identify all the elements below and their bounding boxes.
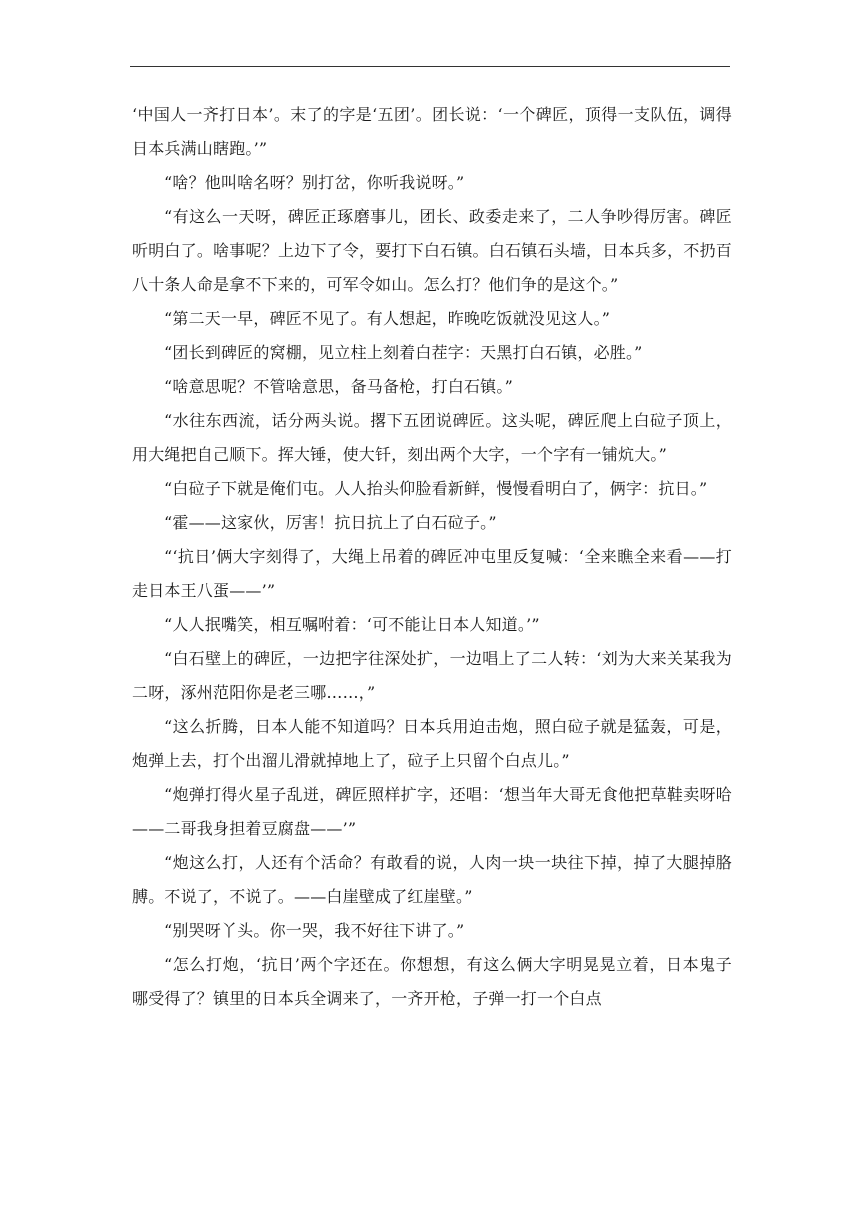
paragraph: “霍——这家伙，厉害！抗日抗上了白石砬子。”	[164, 513, 497, 532]
header-rule	[130, 66, 730, 67]
paragraph: “有这么一天呀，碑匠正琢磨事儿，团长、政委走来了，二人争吵得厉害。碑匠听明白了。啥事呢？上边下了令，要打下白石镇。白石镇石头墙，日本兵多，不扔百八十条人命是拿不下来的，可军令如山。怎么打？他们争的是这个。”	[132, 207, 732, 294]
paragraph: “‘抗日’俩大字刻得了，大绳上吊着的碑匠冲屯里反复喊：‘全来瞧全来看——打走日本王八蛋——’”	[132, 547, 732, 600]
paragraph: “白石壁上的碑匠，一边把字往深处扩，一边唱上了二人转：‘刘为大来关某我为二呀，涿州范阳你是老三哪……，”	[132, 649, 732, 702]
document-body	[132, 98, 732, 1016]
paragraph: “别哭呀丫头。你一哭，我不好往下讲了。”	[164, 921, 465, 940]
paragraph: “炮弹打得火星子乱迸，碑匠照样扩字，还唱：‘想当年大哥无食他把草鞋卖呀哈——二哥我身担着豆腐盘——’”	[132, 785, 732, 838]
paragraph: “团长到碑匠的窝棚，见立柱上刻着白茬字：天黑打白石镇，必胜。”	[164, 343, 643, 362]
paragraph: “啥？他叫啥名呀？别打岔，你听我说呀。”	[164, 173, 465, 192]
paragraph: “啥意思呢？不管啥意思，备马备枪，打白石镇。”	[164, 377, 513, 396]
paragraph: “水往东西流，话分两头说。撂下五团说碑匠。这头呢，碑匠爬上白砬子顶上，用大绳把自己顺下。挥大锤，使大钎，刻出两个大字，一个字有一铺炕大。”	[132, 411, 732, 464]
paragraph: “怎么打炮，‘抗日’两个字还在。你想想，有这么俩大字明晃晃立着，日本鬼子哪受得了？镇里的日本兵全调来了，一齐开枪，子弹一打一个白点	[132, 955, 732, 1008]
paragraph: “白砬子下就是俺们屯。人人抬头仰脸看新鲜，慢慢看明白了，俩字：抗日。”	[164, 479, 708, 498]
paragraph: ‘中国人一齐打日本’。末了的字是‘五团’。团长说：‘一个碑匠，顶得一支队伍，调得日本兵满山瞎跑。’”	[132, 105, 732, 158]
paragraph: “人人抿嘴笑，相互嘱咐着：‘可不能让日本人知道。’”	[164, 615, 540, 634]
paragraph: “炮这么打，人还有个活命？有敢看的说，人肉一块一块往下掉，掉了大腿掉胳膊。不说了，不说了。——白崖壁成了红崖壁。”	[132, 853, 732, 906]
paragraph: “第二天一早，碑匠不见了。有人想起，昨晚吃饭就没见这人。”	[164, 309, 611, 328]
paragraph: “这么折腾，日本人能不知道吗？日本兵用迫击炮，照白砬子就是猛轰，可是，炮弹上去，打个出溜儿滑就掉地上了，砬子上只留个白点儿。”	[132, 717, 732, 770]
